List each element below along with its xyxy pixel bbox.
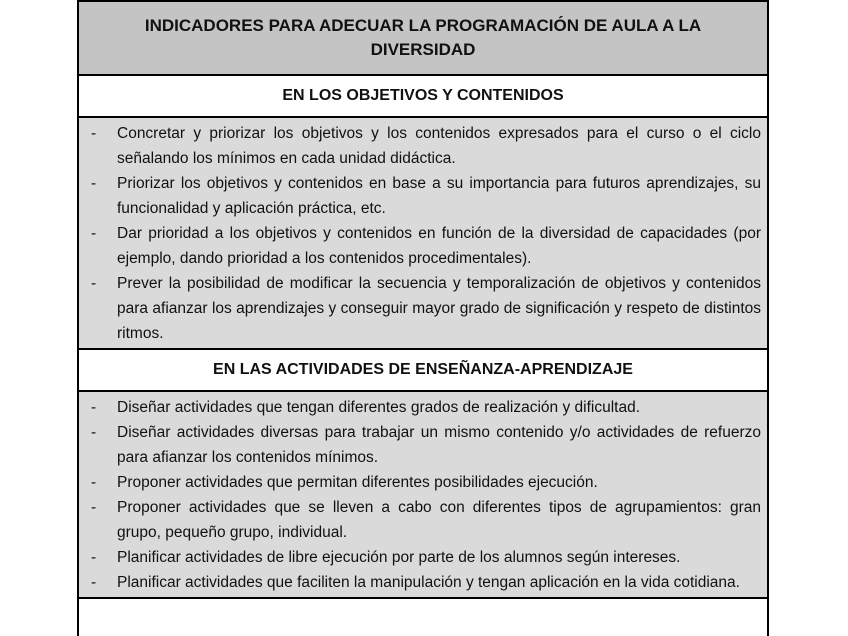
section-body-objetivos — [79, 118, 767, 350]
list-item — [85, 470, 761, 495]
list-item-text: Proponer actividades que permitan diferentes posibilidades ejecución. — [117, 474, 598, 491]
list-item-text: Dar prioridad a los objetivos y contenidos en función de la diversidad de capacidades (por ejemplo, dando prioridad a los contenidos procedimentales). — [117, 225, 761, 267]
list-item — [85, 221, 761, 271]
bullet-dash: - — [91, 499, 97, 516]
section-body-actividades — [79, 392, 767, 599]
bullet-dash: - — [91, 474, 97, 491]
list-item — [85, 171, 761, 221]
list-item — [85, 395, 761, 420]
bullet-dash: - — [91, 125, 97, 142]
list-item-text: Prever la posibilidad de modificar la secuencia y temporalización de objetivos y contenidos para afianzar los aprendizajes y conseguir mayor grado de significación y respeto de distintos ritmos. — [117, 275, 761, 342]
bullet-dash: - — [91, 424, 97, 441]
section-heading-actividades: EN LAS ACTIVIDADES DE ENSEÑANZA-APRENDIZAJE — [79, 350, 767, 392]
document-table — [77, 0, 769, 636]
list-item-text: Planificar actividades de libre ejecución por parte de los alumnos según intereses. — [117, 549, 681, 566]
bullet-dash: - — [91, 549, 97, 566]
bullet-list-actividades — [85, 395, 761, 595]
list-item — [85, 570, 761, 595]
bullet-dash: - — [91, 399, 97, 416]
bullet-dash: - — [91, 275, 97, 292]
list-item-text: Planificar actividades que faciliten la manipulación y tengan aplicación en la vida cotidiana. — [117, 574, 740, 591]
list-item — [85, 495, 761, 545]
bullet-dash: - — [91, 175, 97, 192]
bullet-list-objetivos — [85, 121, 761, 346]
list-item — [85, 271, 761, 346]
list-item-text: Diseñar actividades diversas para trabajar un mismo contenido y/o actividades de refuerzo para afianzar los contenidos mínimos. — [117, 424, 761, 466]
list-item — [85, 420, 761, 470]
list-item-text: Concretar y priorizar los objetivos y los contenidos expresados para el curso o el ciclo señalando los mínimos en cada unidad didáctica. — [117, 125, 761, 167]
list-item-text: Diseñar actividades que tengan diferentes grados de realización y dificultad. — [117, 399, 641, 416]
list-item — [85, 545, 761, 570]
list-item-text: Proponer actividades que se lleven a cabo con diferentes tipos de agrupamientos: gran grupo, pequeño grupo, individual. — [117, 499, 761, 541]
bullet-dash: - — [91, 574, 97, 591]
bullet-dash: - — [91, 225, 97, 242]
list-item — [85, 121, 761, 171]
list-item-text: Priorizar los objetivos y contenidos en base a su importancia para futuros aprendizajes, su funcionalidad y aplicación práctica, etc. — [117, 175, 761, 217]
section-heading-objetivos: EN LOS OBJETIVOS Y CONTENIDOS — [79, 76, 767, 118]
table-title: INDICADORES PARA ADECUAR LA PROGRAMACIÓN DE AULA A LA DIVERSIDAD — [79, 0, 767, 76]
